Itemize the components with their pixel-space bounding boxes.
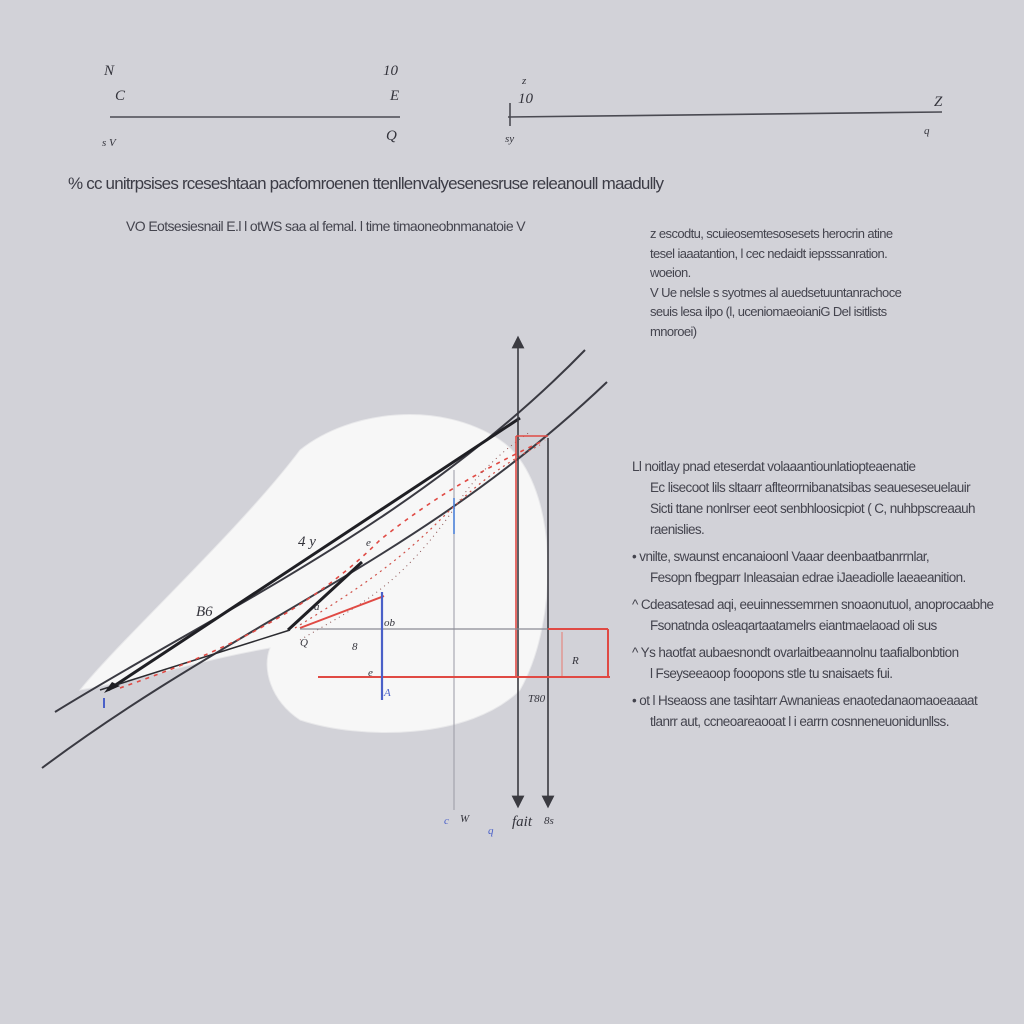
top-left-axis-label-c: C <box>115 88 126 104</box>
label-a1: a <box>314 601 320 613</box>
top-left-axis <box>102 63 400 149</box>
diagram-heading: % cc unitrpsises rceseshtaan pacfomroenen ttenllenvalyesenesruse releanoull maadully <box>68 174 664 193</box>
bottom-label-4: fait <box>512 814 533 830</box>
top-right-axis <box>505 75 943 145</box>
note-line: Fsonatnda osleaqartaatamelrs eiantmaelaoad oli sus <box>650 618 937 633</box>
top-left-axis-label-e: E <box>390 88 400 104</box>
note-block <box>632 546 993 588</box>
note-bullet: ^ <box>632 645 638 660</box>
top-left-axis-label-q: Q <box>386 128 397 144</box>
note-line: Fesopn fbegparr Inleasaian edrae iJaeadiolle laeaeanition. <box>650 570 966 585</box>
top-right-axis-label-z-end: Z <box>934 94 943 110</box>
top-left-axis-label-n: N <box>104 63 115 79</box>
note-bullet: • <box>632 693 637 708</box>
label-d: A <box>384 687 391 699</box>
note-bullet: Ll <box>632 459 642 474</box>
label-ob: ob <box>384 617 395 629</box>
note-block <box>632 642 993 684</box>
bottom-label-3: q <box>488 825 494 837</box>
top-right-axis-label-z: z <box>522 75 527 87</box>
bottom-label-5: 8s <box>544 815 554 827</box>
label-e: e <box>366 537 371 549</box>
top-right-axis-label-q: q <box>924 125 930 137</box>
label-t80: T80 <box>528 693 546 705</box>
bottom-label-1: c <box>444 815 449 827</box>
top-left-axis-label-sv: s V <box>102 137 116 149</box>
note-line: Ys haotfat aubaesnondt ovarlaitbeaannolnu taafialbonbtion <box>640 645 959 660</box>
bottom-label-2: W <box>460 813 470 825</box>
note-line: Cdeasatesad aqi, eeuinnessemrnen snoaonutuol, anoprocaabhe <box>640 597 994 612</box>
label-e2: e <box>368 667 373 679</box>
note-line: Sicti ttane nonlrser eeot senbhloosicpiot ( C, nuhbpscreaauh <box>650 501 975 516</box>
note-line: Ec lisecoot lils sltaarr aflteorrnibanatsibas seaueseseuelauir <box>650 480 970 495</box>
note-bullet: • <box>632 549 637 564</box>
note-top <box>650 224 901 341</box>
label-8: 8 <box>352 641 358 653</box>
note-line: tlanrr aut, ccneoareaooat l i earrn cosnneneuonidunllss. <box>650 714 949 729</box>
note-right <box>632 456 993 732</box>
note-top-line: woeion. <box>650 265 691 280</box>
note-block <box>632 594 993 636</box>
note-bullet: ^ <box>632 597 638 612</box>
note-block <box>632 456 993 540</box>
top-left-axis-label-10: 10 <box>383 63 398 79</box>
note-top-line: tesel iaaatantion, l cec nedaidt iepsssanration. <box>650 245 888 261</box>
label-rt: R <box>572 655 579 667</box>
label-q: Q <box>300 637 308 649</box>
note-line: vnilte, swaunst encanaioonl Vaaar deenbaatbanrrnlar, <box>639 549 930 564</box>
note-line: raenislies. <box>650 522 705 537</box>
note-top-line: V Ue nelsle s syotmes al auedsetuuntanrachoce <box>650 284 902 300</box>
blob-shape <box>80 415 548 733</box>
note-line: noitlay pnad eteserdat volaaantiounlatiopteaenatie <box>644 459 916 474</box>
note-line: ot l Hseaoss ane tasihtarr Awnanieas enaotedanaomaoeaaaat <box>639 693 978 708</box>
label-4y: 4 y <box>298 534 316 550</box>
label-b6: B6 <box>196 604 213 620</box>
note-top-line: seuis lesa ilpo (l, uceniomaeoianiG Del isitlists <box>650 304 887 319</box>
note-line: l Fseyseeaoop fooopons stle tu snaisaets fui. <box>650 666 893 681</box>
white-blob <box>80 415 548 733</box>
top-right-axis-label-sy: sy <box>505 133 515 145</box>
note-block <box>632 690 993 732</box>
top-right-axis-line <box>508 112 942 117</box>
diagram-subheading: VO Eotsesiesnail E.l l otWS saa al femal. l time timaoneobnmanatoie V <box>126 218 526 234</box>
note-top-line: z escodtu, scuieosemtesosesets herocrin atine <box>650 226 893 241</box>
note-top-line: mnoroei) <box>650 323 697 339</box>
top-right-axis-label-10: 10 <box>518 91 533 107</box>
